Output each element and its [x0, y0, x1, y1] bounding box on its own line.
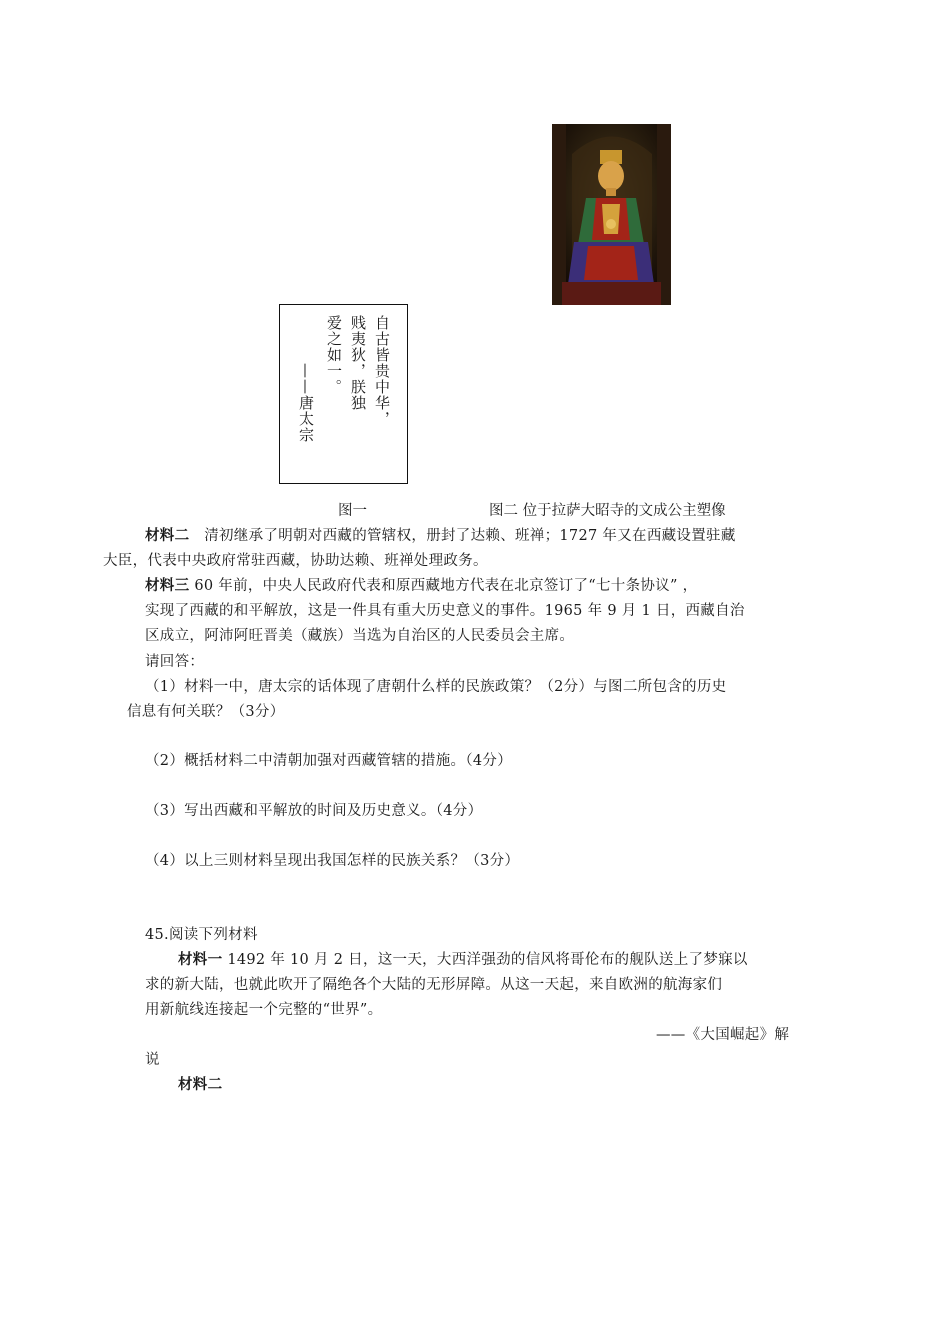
question-3: （3）写出西藏和平解放的时间及历史意义。（4分）	[145, 803, 483, 819]
material2-label: 材料二	[145, 527, 190, 544]
poem-line-1: 自古皆贵中华，	[373, 315, 391, 427]
question-4: （4）以上三则材料呈现出我国怎样的民族关系？（3分）	[145, 853, 520, 869]
q45-material1-line1: 材料一 1492 年 10 月 2 日，这一天，大西洋强劲的信风将哥伦布的舰队送上了梦寐以	[178, 951, 748, 968]
poem-box	[279, 304, 408, 484]
statue-photo	[552, 124, 671, 305]
q45-material2-label: 材料二	[178, 1076, 223, 1093]
material2-line1: 材料二 清初继承了明朝对西藏的管辖权，册封了达赖、班禅；1727 年又在西藏设置驻藏	[145, 527, 736, 544]
q45-material1-line2: 求的新大陆，也就此吹开了隔绝各个大陆的无形屏障。从这一天起，来自欧洲的航海家们	[145, 977, 723, 993]
poem-line-2: 贱夷狄，朕独	[349, 315, 367, 411]
statue-photo-icon	[552, 124, 671, 305]
material3-line2: 实现了西藏的和平解放，这是一件具有重大历史意义的事件。1965 年 9 月 1 日，西藏自治	[145, 603, 745, 619]
q45-title: 45.阅读下列材料	[145, 927, 258, 943]
q45-material1-line3: 用新航线连接起一个完整的“世界”。	[145, 1002, 383, 1018]
material3-label: 材料三	[145, 577, 190, 594]
material3-line1: 材料三 60 年前，中央人民政府代表和原西藏地方代表在北京签订了“七十条协议” ，	[145, 577, 698, 594]
figure2-caption: 图二 位于拉萨大昭寺的文成公主塑像	[489, 503, 726, 519]
q45-source-cont: 说	[145, 1052, 160, 1068]
question-1-line1: （1）材料一中，唐太宗的话体现了唐朝什么样的民族政策？（2分）与图二所包含的历史	[145, 679, 727, 695]
question-1-line2: 信息有何关联？（3分）	[127, 704, 285, 720]
poem-attribution: ——唐太宗	[297, 363, 315, 443]
question-2: （2）概括材料二中清朝加强对西藏管辖的措施。（4分）	[145, 753, 512, 769]
material3-line3: 区成立，阿沛阿旺晋美（藏族）当选为自治区的人民委员会主席。	[145, 628, 575, 644]
poem-line-3: 爱之如一。	[325, 315, 343, 395]
answer-prompt: 请回答：	[145, 654, 205, 670]
figure1-caption: 图一	[338, 503, 367, 519]
q45-source: ——《大国崛起》解	[656, 1027, 790, 1043]
q45-material1-label: 材料一	[178, 951, 223, 968]
material2-line2: 大臣，代表中央政府常驻西藏，协助达赖、班禅处理政务。	[103, 553, 488, 569]
